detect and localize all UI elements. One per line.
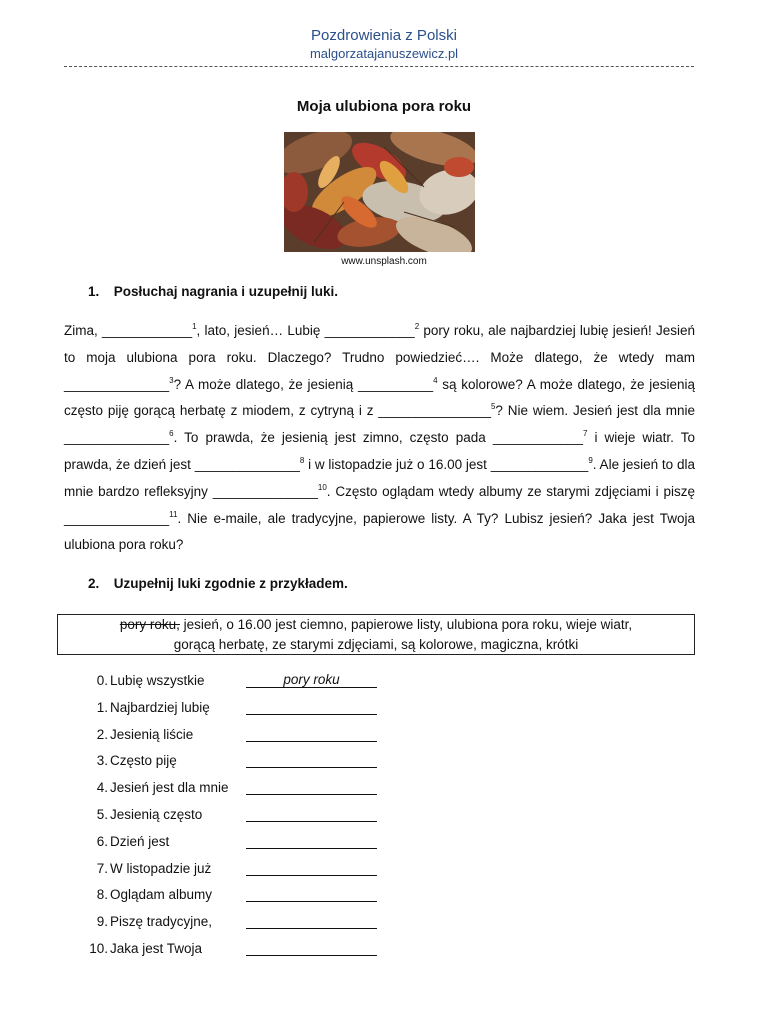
task2-number: 2. [88,576,100,591]
gap-number: 2 [414,322,420,331]
exercise-prompt: Często piję [110,753,177,769]
image-credit: www.unsplash.com [341,256,427,267]
gap-number: 7 [582,429,588,439]
exercise-number: 8. [96,887,108,903]
paragraph-text: ? A może dlatego, że jesienią __________ [173,376,434,392]
exercise-number: 7. [96,860,108,876]
answer-blank[interactable] [246,727,377,742]
paragraph-text: i wieje wiatr. To prawda, że dzień jest ______________ [64,430,695,472]
exercise-prompt: Jesienią często [110,806,203,822]
exercise-prompt: Dzień jest [110,833,170,849]
paragraph-text: . To prawda, że jesienią jest zimno, często pada ____________ [173,430,583,446]
answer-blank[interactable] [246,780,377,795]
exercise-number: 3. [96,753,108,769]
exercise-number: 0. [96,673,108,688]
exercise-number: 2. [96,726,108,742]
paragraph-text: Zima, ____________ [64,323,193,338]
gap-number: 11 [169,509,178,519]
exercise-row [86,722,406,749]
exercise-row [86,936,406,963]
exercise-prompt: W listopadzie już [110,860,212,876]
exercise-number: 6. [96,833,108,849]
task2-instruction: Uzupełnij luki zgodnie z przykładem. [113,576,348,591]
paragraph-text: , lato, jesień… Lubię ____________ [196,323,415,338]
exercise-prompt: Lubię wszystkie [110,673,205,688]
gap-number: 8 [299,455,305,465]
exercise-prompt: Jesień jest dla mnie [110,780,229,796]
exercise-row [86,775,406,802]
paragraph-text: ? Nie wiem. Jesień jest dla mnie ______________ [64,403,695,446]
exercise-number: 5. [96,806,108,822]
exercise-row [86,882,406,909]
exercise-number: 4. [96,780,108,796]
exercise-number: 1. [96,699,108,715]
paragraph-text: są kolorowe? A może dlatego, że jesienią często piję gorącą herbatę z miodem, z cytryną i z _______________ [64,376,696,419]
answer-blank[interactable] [246,941,377,956]
answer-blank[interactable] [246,887,377,902]
header-divider [64,66,694,67]
answer-blank[interactable] [246,753,377,768]
autumn-leaves-photo [284,132,475,252]
paragraph-text: . Ale jesień to dla mnie bardzo refleksyjny ______________ [64,456,695,499]
word-bank-box [57,614,695,655]
paragraph-text: . Często oglądam wtedy albumy ze starymi zdjęciami i piszę ______________ [64,483,695,526]
exercise-prompt: Piszę tradycyjne, [110,914,213,930]
exercise-row [86,856,406,883]
exercise-row [86,802,406,829]
page-header [0,26,768,62]
header-title: Pozdrowienia z Polski [311,27,457,44]
exercise-prompt: Najbardziej lubię [110,699,210,715]
gap-number: 6 [169,429,174,439]
gap-number: 4 [433,375,438,385]
exercise-list [86,668,406,963]
gap-number: 5 [490,402,496,412]
answer-blank[interactable] [246,914,377,929]
answer-blank[interactable] [246,834,377,849]
task1-number: 1. [88,284,100,299]
word-bank-line-1: jesień, o 16.00 jest ciemno, papierowe listy, ulubiona pora roku, wieje wiatr, [179,617,633,632]
paragraph-text: i w listopadzie już o 16.00 jest _____________ [304,456,589,472]
document-title: Moja ulubiona pora roku [296,98,472,115]
paragraph-text: pory roku, ale najbardziej lubię jesień! Jesień to moja ulubiona pora roku. Dlaczego? Trudno powiedzieć…. Może dlatego, że wtedy mam ______________ [64,323,695,392]
gap-number: 1 [192,322,197,331]
exercise-row [86,829,406,856]
gap-number: 10 [317,482,327,492]
task1-heading [88,284,338,299]
answer-blank[interactable]: pory roku [246,673,377,688]
task1-instruction: Posłuchaj nagrania i uzupełnij luki. [113,284,339,299]
answer-blank[interactable] [246,861,377,876]
exercise-number: 10. [89,940,108,956]
exercise-prompt: Jaka jest Twoja [110,940,203,956]
answer-blank[interactable] [246,807,377,822]
exercise-prompt: Oglądam albumy [110,887,213,903]
exercise-row [86,668,406,695]
exercise-row [86,695,406,722]
exercise-row [86,909,406,936]
gap-number: 9 [588,455,593,465]
header-site-link[interactable]: malgorzatajanuszewicz.pl [309,46,459,61]
cloze-paragraph [64,318,695,559]
exercise-prompt: Jesienią liście [110,726,194,742]
paragraph-text: . Nie e-maile, ale tradycyjne, papierowe listy. A Ty? Lubisz jesień? Jaka jest Twoja ulubiona pora roku? [64,510,695,553]
word-bank-line-2: gorącą herbatę, ze starymi zdjęciami, są kolorowe, magiczna, krótki [173,637,579,652]
answer-blank[interactable] [246,700,377,715]
gap-number: 3 [169,375,174,385]
exercise-row [86,748,406,775]
word-bank-example-struck: pory roku, [119,617,180,632]
task2-heading [88,576,348,591]
exercise-number: 9. [96,914,108,930]
